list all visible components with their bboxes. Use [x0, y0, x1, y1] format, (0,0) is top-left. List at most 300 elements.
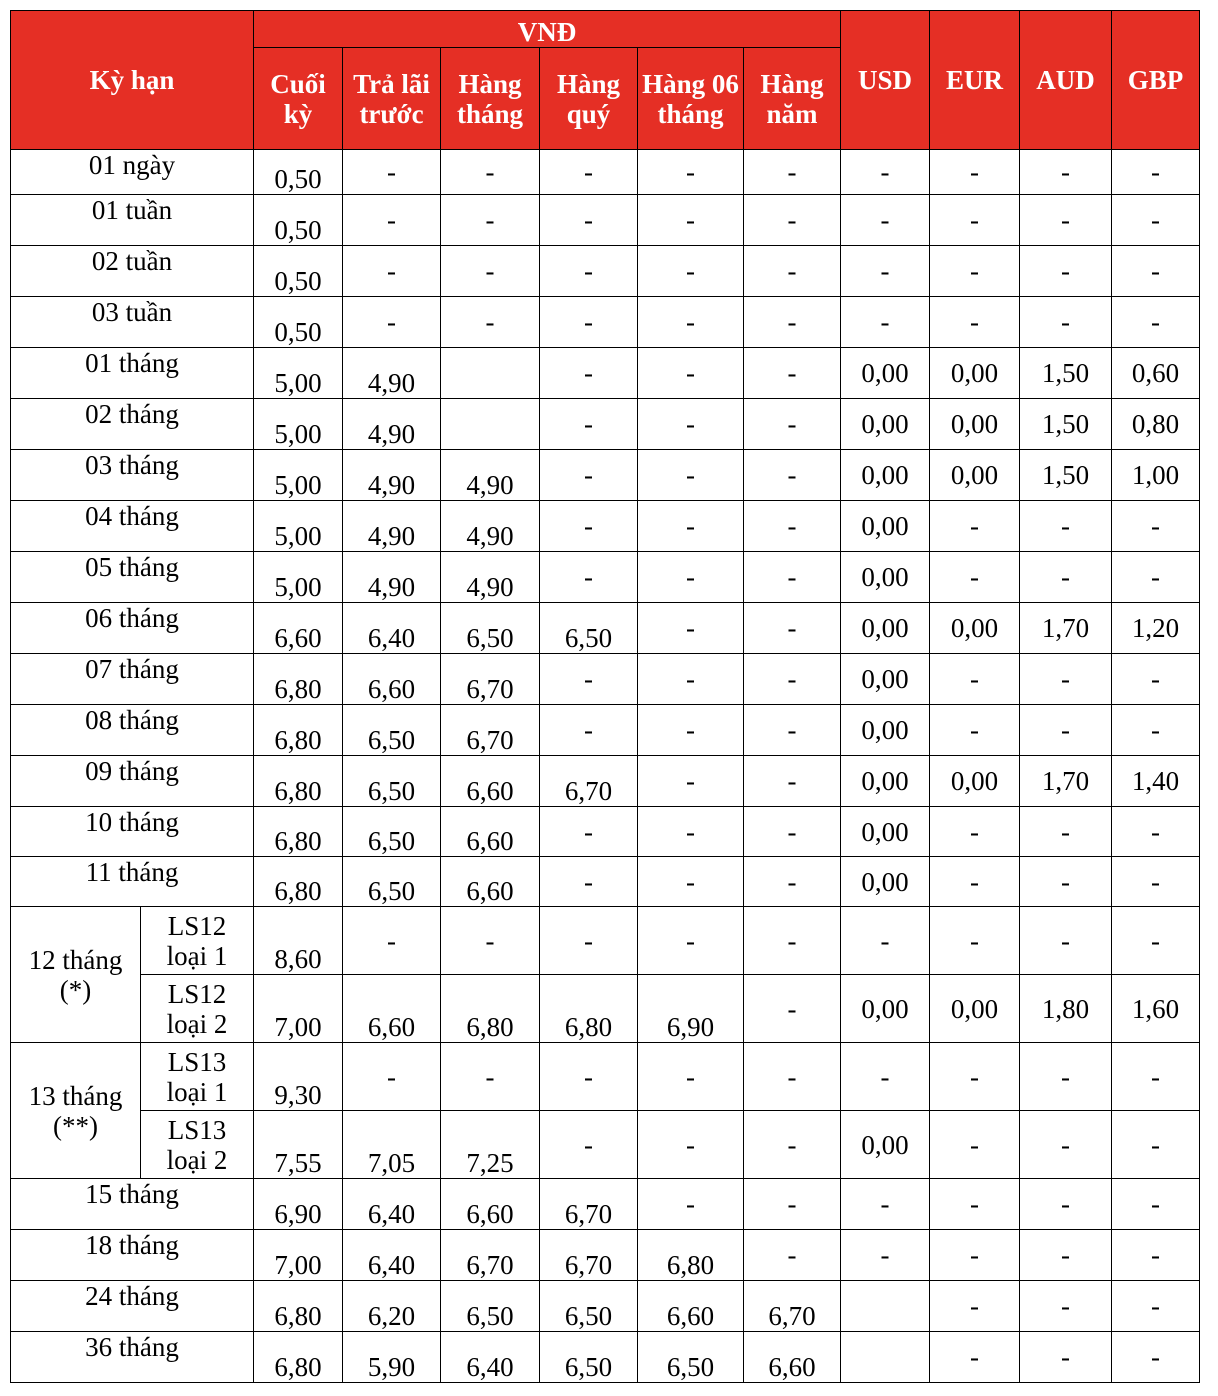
table-row-subtype	[11, 1043, 1200, 1111]
term-group-label: 12 tháng	[28, 944, 123, 975]
rate-cell-fx: 0,00	[841, 603, 930, 654]
rate-cell-vnd: 6,70	[441, 654, 540, 705]
header-hang-quy: Hàng quý	[540, 48, 638, 150]
rate-cell-vnd: -	[540, 1111, 638, 1179]
rate-cell-vnd: 5,90	[343, 1332, 441, 1383]
rate-cell-vnd: -	[744, 654, 841, 705]
rate-cell-vnd: -	[744, 1043, 841, 1111]
rate-cell-vnd: 6,70	[540, 1179, 638, 1230]
rate-cell-fx: -	[1112, 1230, 1200, 1281]
term-cell: 06 tháng	[11, 603, 254, 654]
rate-cell-vnd: -	[441, 297, 540, 348]
rate-cell-fx: -	[930, 195, 1020, 246]
rate-cell-fx: -	[930, 297, 1020, 348]
header-eur: EUR	[930, 11, 1020, 150]
header-cuoi-ky: Cuối kỳ	[254, 48, 343, 150]
rate-cell-fx: -	[1112, 297, 1200, 348]
rate-cell-fx: 0,00	[930, 756, 1020, 807]
term-cell: 02 tháng	[11, 399, 254, 450]
header-term: Kỳ hạn	[11, 11, 254, 150]
rate-cell-vnd: -	[744, 552, 841, 603]
rate-cell-vnd: 6,60	[441, 807, 540, 857]
rate-cell-vnd: -	[744, 807, 841, 857]
rate-cell-vnd: 4,90	[441, 450, 540, 501]
rate-cell-fx: -	[841, 150, 930, 195]
rate-cell-fx: -	[1020, 1281, 1112, 1332]
cropped-footnote-line	[0, 1388, 1218, 1396]
interest-rate-table	[10, 10, 1200, 1383]
rate-cell-fx: 0,60	[1112, 348, 1200, 399]
rate-cell-vnd: 7,00	[254, 1230, 343, 1281]
rate-cell-fx: -	[930, 1043, 1020, 1111]
term-cell: 18 tháng	[11, 1230, 254, 1281]
rate-cell-fx	[841, 1332, 930, 1383]
rate-cell-fx: -	[930, 1281, 1020, 1332]
cropped-heading-line	[0, 0, 1218, 10]
rate-cell-vnd: 6,50	[343, 807, 441, 857]
rate-cell-vnd: -	[638, 246, 744, 297]
rate-cell-vnd: 4,90	[343, 552, 441, 603]
table-row	[11, 1230, 1200, 1281]
rate-cell-fx: -	[1112, 1111, 1200, 1179]
rate-cell-vnd: 5,00	[254, 399, 343, 450]
rate-cell-fx: -	[1112, 654, 1200, 705]
rate-cell-vnd: -	[638, 857, 744, 907]
rate-cell-fx: 0,00	[841, 705, 930, 756]
table-row-subtype	[11, 907, 1200, 975]
header-hang-thang: Hàng tháng	[441, 48, 540, 150]
subtype-code: LS12	[167, 978, 227, 1009]
rate-cell-vnd: 6,70	[441, 705, 540, 756]
rate-cell-vnd: 0,50	[254, 297, 343, 348]
rate-cell-fx: -	[930, 654, 1020, 705]
rate-cell-fx: -	[1020, 907, 1112, 975]
rate-cell-vnd: -	[744, 603, 841, 654]
term-cell: 01 ngày	[11, 150, 254, 195]
rate-cell-fx: 1,50	[1020, 399, 1112, 450]
table-row	[11, 1332, 1200, 1383]
rate-cell-fx: -	[841, 1230, 930, 1281]
rate-cell-fx: -	[1112, 195, 1200, 246]
rate-cell-vnd: 6,60	[638, 1281, 744, 1332]
rate-cell-fx: -	[1020, 1111, 1112, 1179]
rate-cell-vnd: 6,60	[441, 857, 540, 907]
rate-cell-vnd: -	[540, 195, 638, 246]
rate-cell-fx: -	[841, 195, 930, 246]
rate-cell-vnd: 4,90	[441, 501, 540, 552]
subtype-kind: loại 1	[166, 940, 228, 971]
rate-cell-fx: -	[1112, 246, 1200, 297]
rate-cell-vnd: -	[638, 603, 744, 654]
rate-cell-fx: 0,00	[841, 857, 930, 907]
rate-cell-vnd: 6,50	[343, 756, 441, 807]
rate-cell-vnd: 5,00	[254, 552, 343, 603]
rate-cell-fx: -	[841, 907, 930, 975]
rate-cell-vnd: 6,60	[441, 1179, 540, 1230]
rate-cell-vnd: 6,70	[540, 756, 638, 807]
rate-cell-fx: 0,00	[930, 399, 1020, 450]
rate-cell-vnd: -	[441, 1043, 540, 1111]
table-row-subtype	[11, 975, 1200, 1043]
table-row	[11, 297, 1200, 348]
rate-cell-fx: 1,60	[1112, 975, 1200, 1043]
rate-cell-vnd: -	[343, 1043, 441, 1111]
rate-cell-vnd: 0,50	[254, 150, 343, 195]
rate-cell-fx: -	[1112, 552, 1200, 603]
rate-cell-fx: -	[1020, 1179, 1112, 1230]
rate-cell-vnd: 5,00	[254, 450, 343, 501]
term-cell: 10 tháng	[11, 807, 254, 857]
rate-cell-vnd: 6,60	[343, 654, 441, 705]
rate-cell-vnd: -	[744, 1230, 841, 1281]
rate-cell-fx: 1,00	[1112, 450, 1200, 501]
term-cell: 03 tuần	[11, 297, 254, 348]
rate-cell-fx: -	[841, 246, 930, 297]
rate-cell-vnd: 6,20	[343, 1281, 441, 1332]
rate-cell-vnd: 6,90	[254, 1179, 343, 1230]
term-group-note: (*)	[59, 974, 92, 1005]
rate-cell-fx: -	[930, 150, 1020, 195]
rate-cell-vnd: 6,80	[254, 1332, 343, 1383]
rate-cell-vnd: -	[744, 450, 841, 501]
rate-cell-fx: 0,00	[841, 348, 930, 399]
rate-cell-vnd: -	[441, 907, 540, 975]
rate-cell-vnd: -	[744, 501, 841, 552]
rate-cell-vnd: -	[638, 297, 744, 348]
rate-cell-vnd: -	[343, 195, 441, 246]
term-cell: 01 tháng	[11, 348, 254, 399]
rate-cell-vnd: 6,80	[441, 975, 540, 1043]
rate-cell-vnd: 6,80	[254, 807, 343, 857]
rate-cell-vnd: 6,50	[540, 1281, 638, 1332]
term-cell: 11 tháng	[11, 857, 254, 907]
rate-cell-fx: -	[841, 1043, 930, 1111]
rate-cell-fx: 1,50	[1020, 450, 1112, 501]
rate-cell-fx: 0,00	[841, 654, 930, 705]
rate-cell-vnd: -	[638, 552, 744, 603]
rate-cell-fx: -	[1112, 857, 1200, 907]
rate-cell-vnd: 6,50	[343, 705, 441, 756]
subtype-code: LS13	[167, 1046, 227, 1077]
term-cell: 04 tháng	[11, 501, 254, 552]
rate-cell-vnd: -	[638, 150, 744, 195]
header-hang-06-thang: Hàng 06 tháng	[638, 48, 744, 150]
table-row	[11, 552, 1200, 603]
rate-cell-vnd: 6,60	[254, 603, 343, 654]
rate-cell-vnd: -	[540, 654, 638, 705]
rate-cell-fx: -	[1020, 857, 1112, 907]
rate-cell-vnd: -	[638, 807, 744, 857]
rate-cell-vnd: -	[744, 907, 841, 975]
subtype-cell	[141, 975, 254, 1043]
rate-cell-vnd: 7,55	[254, 1111, 343, 1179]
rate-cell-vnd: 6,70	[540, 1230, 638, 1281]
rate-cell-vnd: 6,60	[744, 1332, 841, 1383]
rate-cell-vnd: -	[744, 756, 841, 807]
rate-cell-vnd: 4,90	[343, 348, 441, 399]
term-cell: 02 tuần	[11, 246, 254, 297]
rate-cell-fx: -	[1020, 705, 1112, 756]
rate-cell-vnd: 8,60	[254, 907, 343, 975]
rate-cell-vnd: 7,00	[254, 975, 343, 1043]
table-row	[11, 450, 1200, 501]
rate-cell-vnd: 6,70	[441, 1230, 540, 1281]
table-row	[11, 399, 1200, 450]
rate-cell-vnd: -	[540, 552, 638, 603]
rate-cell-vnd: 6,40	[343, 1230, 441, 1281]
table-header	[11, 11, 1200, 150]
rate-cell-fx: -	[1020, 807, 1112, 857]
rate-cell-vnd: -	[540, 297, 638, 348]
rate-cell-vnd: -	[343, 297, 441, 348]
term-cell: 09 tháng	[11, 756, 254, 807]
rate-cell-vnd: -	[638, 1179, 744, 1230]
rate-cell-vnd	[441, 399, 540, 450]
rate-cell-vnd: 6,40	[343, 603, 441, 654]
term-cell: 07 tháng	[11, 654, 254, 705]
rate-cell-vnd: 9,30	[254, 1043, 343, 1111]
rate-cell-fx: 1,70	[1020, 756, 1112, 807]
rate-cell-fx: -	[1112, 807, 1200, 857]
rate-cell-vnd: -	[638, 654, 744, 705]
rate-cell-fx: 0,00	[841, 501, 930, 552]
table-row	[11, 603, 1200, 654]
rate-cell-vnd	[441, 348, 540, 399]
rate-cell-fx: -	[1020, 150, 1112, 195]
table-row	[11, 150, 1200, 195]
table-row	[11, 348, 1200, 399]
rate-cell-vnd: -	[638, 1043, 744, 1111]
rate-cell-fx: -	[841, 1179, 930, 1230]
rate-cell-vnd: -	[744, 399, 841, 450]
rate-cell-fx: -	[930, 1332, 1020, 1383]
rate-cell-fx: -	[1112, 501, 1200, 552]
rate-cell-fx: -	[1112, 150, 1200, 195]
rate-cell-fx: -	[930, 552, 1020, 603]
rate-cell-fx: 0,00	[841, 807, 930, 857]
subtype-kind: loại 2	[166, 1144, 228, 1175]
term-cell: 24 tháng	[11, 1281, 254, 1332]
rate-cell-fx: 1,70	[1020, 603, 1112, 654]
table-row-subtype	[11, 1111, 1200, 1179]
table-row	[11, 756, 1200, 807]
rate-cell-fx: -	[930, 807, 1020, 857]
rate-cell-vnd: -	[343, 246, 441, 297]
rate-cell-vnd: 6,50	[540, 603, 638, 654]
rate-cell-fx: -	[1112, 1281, 1200, 1332]
rate-cell-vnd: -	[540, 705, 638, 756]
rate-cell-fx: -	[1112, 1179, 1200, 1230]
rate-cell-fx: 1,20	[1112, 603, 1200, 654]
term-cell: 05 tháng	[11, 552, 254, 603]
rate-cell-fx: 0,00	[841, 975, 930, 1043]
rate-cell-fx: 1,80	[1020, 975, 1112, 1043]
rate-cell-fx: 0,00	[841, 450, 930, 501]
rate-cell-vnd: -	[540, 907, 638, 975]
rate-cell-vnd: 6,50	[638, 1332, 744, 1383]
rate-cell-vnd: -	[638, 501, 744, 552]
table-row	[11, 857, 1200, 907]
term-group-cell	[11, 1043, 141, 1179]
term-cell: 08 tháng	[11, 705, 254, 756]
rate-cell-vnd: -	[744, 857, 841, 907]
subtype-cell	[141, 907, 254, 975]
rate-cell-fx: 0,00	[841, 399, 930, 450]
rate-cell-vnd: -	[638, 399, 744, 450]
rate-cell-vnd: -	[744, 705, 841, 756]
term-cell: 01 tuần	[11, 195, 254, 246]
rate-cell-fx: 0,00	[930, 348, 1020, 399]
rate-cell-vnd: 5,00	[254, 348, 343, 399]
rate-cell-fx	[841, 1281, 930, 1332]
rate-cell-vnd: -	[441, 150, 540, 195]
rate-cell-fx: -	[1020, 654, 1112, 705]
rate-cell-fx: -	[930, 1111, 1020, 1179]
rate-cell-vnd: 0,50	[254, 246, 343, 297]
rate-cell-fx: -	[1112, 1332, 1200, 1383]
rate-cell-vnd: -	[540, 450, 638, 501]
rate-cell-vnd: 6,80	[254, 857, 343, 907]
rate-cell-fx: 0,00	[841, 552, 930, 603]
rate-cell-vnd: -	[540, 246, 638, 297]
rate-cell-fx: 0,00	[930, 975, 1020, 1043]
rate-cell-fx: 0,00	[930, 450, 1020, 501]
table-row	[11, 654, 1200, 705]
rate-cell-vnd: -	[540, 1043, 638, 1111]
rate-cell-vnd: 6,70	[744, 1281, 841, 1332]
rate-cell-vnd: 6,40	[343, 1179, 441, 1230]
rate-cell-vnd: -	[638, 756, 744, 807]
rate-cell-vnd: -	[638, 1111, 744, 1179]
rate-cell-vnd: 6,50	[441, 603, 540, 654]
term-cell: 15 tháng	[11, 1179, 254, 1230]
rate-cell-fx: -	[930, 705, 1020, 756]
rate-cell-vnd: -	[638, 348, 744, 399]
term-group-note: (**)	[53, 1110, 98, 1141]
rate-cell-fx: -	[930, 1230, 1020, 1281]
rate-cell-vnd: 4,90	[343, 399, 441, 450]
header-usd: USD	[841, 11, 930, 150]
rate-cell-vnd: 7,05	[343, 1111, 441, 1179]
rate-cell-vnd: 7,25	[441, 1111, 540, 1179]
rate-cell-vnd: -	[343, 150, 441, 195]
rate-cell-vnd: 4,90	[441, 552, 540, 603]
rate-cell-vnd: 6,60	[343, 975, 441, 1043]
table-row	[11, 195, 1200, 246]
subtype-kind: loại 1	[166, 1076, 228, 1107]
rate-cell-vnd: -	[638, 705, 744, 756]
rate-cell-vnd: -	[540, 807, 638, 857]
rate-cell-vnd: 6,50	[343, 857, 441, 907]
rate-cell-vnd: -	[638, 195, 744, 246]
rate-cell-vnd: 6,80	[638, 1230, 744, 1281]
rate-cell-fx: -	[1020, 1332, 1112, 1383]
rate-cell-fx: 0,80	[1112, 399, 1200, 450]
rate-cell-vnd: 4,90	[343, 501, 441, 552]
rate-cell-fx: -	[1112, 907, 1200, 975]
rate-cell-vnd: 6,80	[254, 1281, 343, 1332]
term-cell: 36 tháng	[11, 1332, 254, 1383]
header-tra-lai-truoc: Trả lãi trước	[343, 48, 441, 150]
rate-cell-vnd: 6,50	[441, 1281, 540, 1332]
rate-cell-fx: -	[930, 1179, 1020, 1230]
rate-cell-fx: 1,40	[1112, 756, 1200, 807]
rate-cell-vnd: -	[540, 150, 638, 195]
rate-cell-fx: -	[1020, 501, 1112, 552]
rate-cell-vnd: 0,50	[254, 195, 343, 246]
header-hang-nam: Hàng năm	[744, 48, 841, 150]
rate-cell-vnd: 6,80	[254, 756, 343, 807]
subtype-cell	[141, 1043, 254, 1111]
table-body	[11, 150, 1200, 1383]
rate-cell-vnd: -	[744, 348, 841, 399]
rate-cell-fx: -	[930, 246, 1020, 297]
rate-cell-vnd: 6,80	[540, 975, 638, 1043]
rate-cell-vnd: -	[343, 907, 441, 975]
table-row	[11, 705, 1200, 756]
rate-cell-fx: 0,00	[841, 756, 930, 807]
header-gbp: GBP	[1112, 11, 1200, 150]
rate-cell-fx: -	[1020, 552, 1112, 603]
rate-cell-vnd: -	[744, 1179, 841, 1230]
header-aud: AUD	[1020, 11, 1112, 150]
rate-cell-vnd: 6,60	[441, 756, 540, 807]
rate-cell-fx: -	[1020, 297, 1112, 348]
rate-cell-vnd: -	[540, 501, 638, 552]
term-group-cell	[11, 907, 141, 1043]
rate-cell-vnd: -	[638, 450, 744, 501]
table-row	[11, 1179, 1200, 1230]
rate-cell-vnd: 6,90	[638, 975, 744, 1043]
rate-cell-vnd: -	[540, 348, 638, 399]
rate-cell-vnd: 5,00	[254, 501, 343, 552]
rate-cell-vnd: -	[744, 297, 841, 348]
rate-cell-vnd: -	[540, 857, 638, 907]
table-row	[11, 501, 1200, 552]
table-row	[11, 246, 1200, 297]
term-group-label: 13 tháng	[28, 1080, 123, 1111]
rate-cell-fx: -	[841, 297, 930, 348]
rate-cell-fx: 0,00	[841, 1111, 930, 1179]
subtype-cell	[141, 1111, 254, 1179]
rate-cell-vnd: 6,80	[254, 654, 343, 705]
rate-cell-fx: -	[1020, 246, 1112, 297]
rate-cell-vnd: -	[744, 975, 841, 1043]
subtype-kind: loại 2	[166, 1008, 228, 1039]
rate-cell-vnd: -	[441, 246, 540, 297]
table-row	[11, 807, 1200, 857]
subtype-code: LS13	[167, 1114, 227, 1145]
subtype-code: LS12	[167, 910, 227, 941]
rate-cell-vnd: -	[744, 1111, 841, 1179]
rate-cell-fx: -	[930, 907, 1020, 975]
rate-cell-vnd: -	[638, 907, 744, 975]
rate-cell-fx: -	[1020, 195, 1112, 246]
header-vnd: VNĐ	[254, 11, 841, 48]
rate-cell-vnd: -	[441, 195, 540, 246]
term-cell: 03 tháng	[11, 450, 254, 501]
rate-cell-fx: -	[1020, 1043, 1112, 1111]
rate-cell-fx: -	[1020, 1230, 1112, 1281]
rate-cell-fx: -	[1112, 705, 1200, 756]
rate-cell-fx: 1,50	[1020, 348, 1112, 399]
rate-cell-vnd: 6,80	[254, 705, 343, 756]
rate-cell-vnd: 6,50	[540, 1332, 638, 1383]
rate-cell-vnd: 4,90	[343, 450, 441, 501]
rate-cell-vnd: -	[744, 150, 841, 195]
rate-cell-fx: 0,00	[930, 603, 1020, 654]
rate-cell-fx: -	[930, 857, 1020, 907]
